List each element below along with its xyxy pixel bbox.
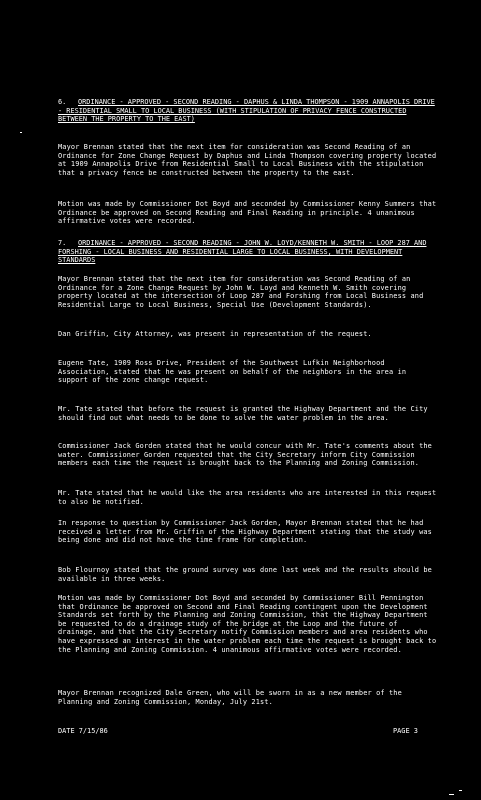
item-6-paragraph-1: Mayor Brennan stated that the next item for consideration was Second Reading of an Ordinance for Zone Change Request by Daphus and Linda Thompson covering property located at 1909 Annapolis Drive from Residential Small to Local Business with the stipulation that a privacy fence be constructed between the property to the east.	[58, 143, 437, 177]
scan-speck	[449, 794, 454, 795]
footer-date: DATE 7/15/86	[58, 727, 108, 735]
item-6-heading-text: ORDINANCE - APPROVED - SECOND READING - DAPHUS & LINDA THOMPSON - 1909 ANNAPOLIS DRIVE - RESIDENTIAL SMALL TO LOCAL BUSINESS (WITH STIPULATION OF PRIVACY FENCE CONSTRUCTED BETWEEN THE PROPERTY TO THE EAST)	[58, 98, 435, 124]
item-7-paragraph-10: Mayor Brennan recognized Dale Green, who will be sworn in as a new member of the Planning and Zoning Commission, Monday, July 21st.	[58, 689, 402, 706]
item-7-paragraph-8: Bob Flournoy stated that the ground survey was done last week and the results should be available in three weeks.	[58, 566, 432, 583]
item-7-paragraph-6: Mr. Tate stated that he would like the area residents who are interested in this request to also be notified.	[58, 489, 437, 506]
item-7-paragraph-4: Mr. Tate stated that before the request is granted the Highway Department and the City should find out what needs to be done to solve the water problem in the area.	[58, 405, 428, 422]
footer-page-number: PAGE 3	[393, 727, 418, 735]
item-6-number: 6.	[58, 98, 67, 106]
item-6-heading	[58, 98, 438, 124]
item-7-paragraph-2: Dan Griffin, City Attorney, was present in representation of the request.	[58, 330, 372, 338]
item-7-paragraph-7: In response to question by Commissioner Jack Gorden, Mayor Brennan stated that he had received a letter from Mr. Griffin of the Highway Department stating that the study was being done and did not have the time frame for completion.	[58, 519, 432, 545]
item-7-paragraph-9: Motion was made by Commissioner Dot Boyd and seconded by Commissioner Bill Pennington that Ordinance be approved on Second and Final Reading contingent upon the Development Standards set forth by the Planning and Zoning Commission, that the Highway Department be requested to do a drainage study of the bridge at the Loop and the future of drainage, and that the City Secretary notify Commission members and area residents who have expressed an interest in the water problem each time the request is brought back to the Planning and Zoning Commission. 4 unanimous affirmative votes were recorded.	[58, 594, 437, 654]
scan-speck	[20, 132, 22, 133]
item-7-heading-text: ORDINANCE - APPROVED - SECOND READING - JOHN W. LOYD/KENNETH W. SMITH - LOOP 287 AND FORSHING - LOCAL BUSINESS AND RESIDENTIAL LARGE TO LOCAL BUSINESS, WITH DEVELOPMENT STANDARDS	[58, 239, 427, 265]
item-7-paragraph-1: Mayor Brennan stated that the next item for consideration was Second Reading of an Ordinance for a Zone Change Request by John W. Loyd and Kenneth W. Smith covering property located at the intersection of Loop 287 and Forshing from Local Business and Residential Large to Local Business, Special Use (Development Standards).	[58, 275, 424, 309]
item-7-number: 7.	[58, 239, 67, 247]
item-6-paragraph-2: Motion was made by Commissioner Dot Boyd and seconded by Commissioner Kenny Summers that Ordinance be approved on Second Reading and Final Reading in principle. 4 unanimous affirmative votes were recorded.	[58, 200, 437, 226]
item-7-paragraph-5: Commissioner Jack Gorden stated that he would concur with Mr. Tate's comments about the water. Commissioner Gorden requested that the City Secretary inform City Commission members each time the request is brought back to the Planning and Zoning Commission.	[58, 442, 432, 468]
scan-speck	[459, 790, 462, 791]
item-7-paragraph-3: Eugene Tate, 1909 Ross Drive, President of the Southwest Lufkin Neighborhood Association, stated that he was present on behalf of the neighbors in the area in support of the zone change request.	[58, 359, 407, 385]
item-7-heading	[58, 239, 438, 265]
